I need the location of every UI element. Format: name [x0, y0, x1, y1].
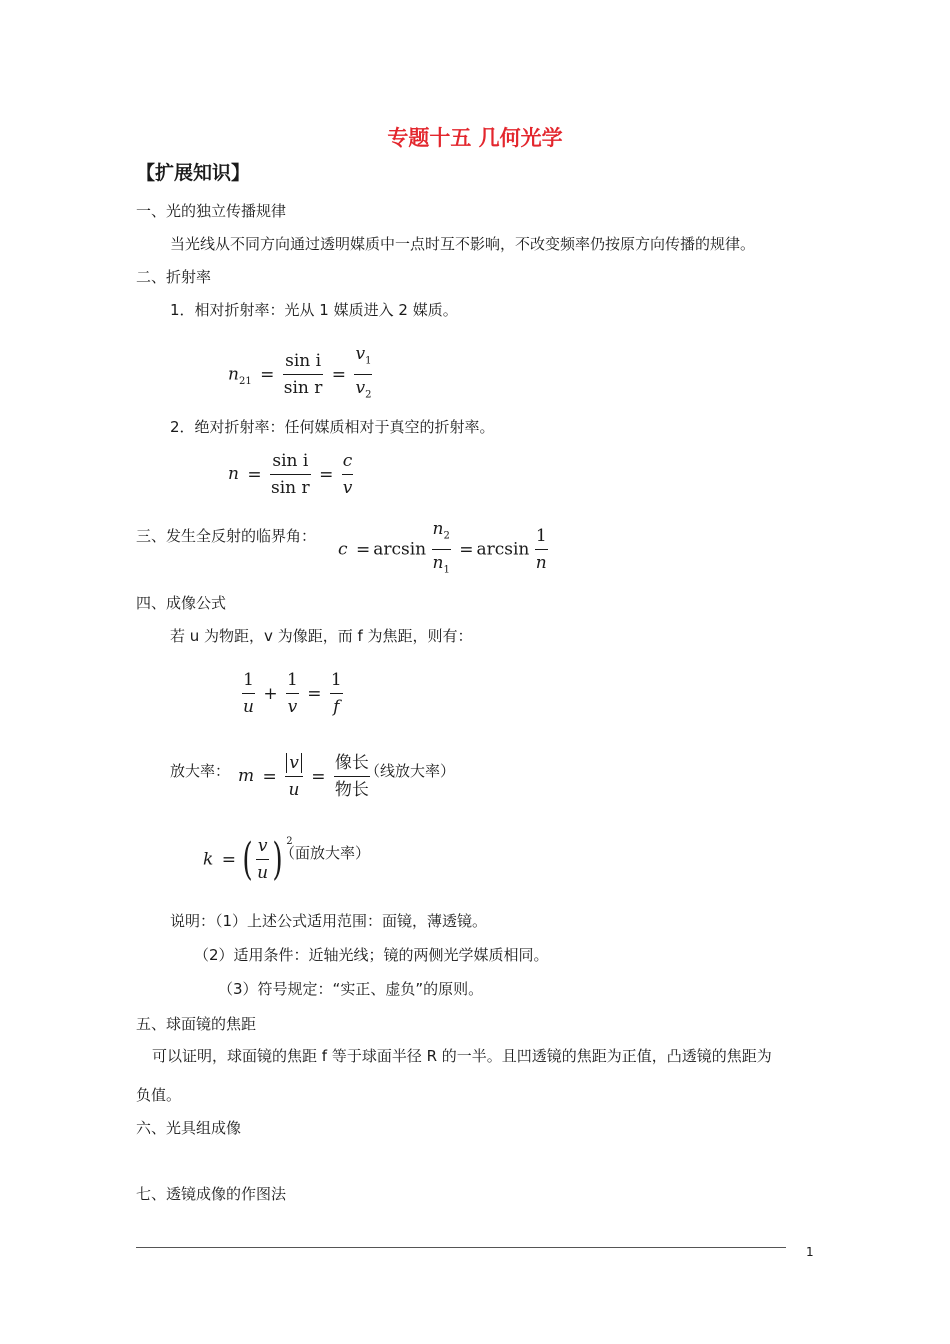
heading-three: 三、发生全反射的临界角： — [136, 527, 317, 545]
symbol-n21: n — [228, 364, 239, 385]
formula-relative-index: $n_{21}$ = $\frac{\text{sin i}}{\text{sin r}}$ = $\frac{v_1}{v_2}$ — [228, 344, 372, 406]
page-number: 1 — [806, 1245, 814, 1259]
formula-absolute-index: n = $\frac{\text{sin i}}{\text{sin r}}$ = $\frac{c}{v}$ — [228, 451, 353, 498]
heading-one: 一、光的独立传播规律 — [136, 202, 287, 220]
text-one: 当光线从不同方向通过透明媒质中一点时互不影响，不改变频率仍按原方向传播的规律。 — [170, 235, 756, 253]
formula-critical-angle: c = arcsin $\frac{n_2}{n_1}$ = arcsin $\frac{1}{n}$ — [338, 519, 547, 576]
page-title: 专题十五 几何光学 — [387, 126, 563, 150]
note-2: （2）适用条件：近轴光线；镜的两侧光学媒质相同。 — [194, 946, 549, 964]
text-five-line2: 负值。 — [136, 1086, 182, 1104]
formula-line-magnification: m = $\frac{v}{u}$ = $\frac{\text{像长}}{\text{物长}}$ — [238, 753, 369, 800]
area-magnification-note: （面放大率） — [280, 844, 371, 862]
footer-divider — [136, 1247, 786, 1248]
heading-six: 六、光具组成像 — [136, 1119, 242, 1137]
fraction-sin: $\frac{\text{sin i}}{\text{sin r}}$ — [283, 351, 323, 399]
text-two-sub1: 1．相对折射率：光从 1 媒质进入 2 媒质。 — [170, 301, 458, 319]
note-3: （3）符号规定：“实正、虚负”的原则。 — [218, 980, 484, 998]
fraction-velocity: $\frac{v_1}{v_2}$ — [355, 344, 372, 401]
text-two-sub2: 2．绝对折射率：任何媒质相对于真空的折射率。 — [170, 418, 495, 436]
heading-five: 五、球面镜的焦距 — [136, 1015, 257, 1033]
text-five-line1: 可以证明，球面镜的焦距 f 等于球面半径 R 的一半。且凹透镜的焦距为正值，凸透镜的焦距为 — [152, 1047, 772, 1065]
line-magnification-note: （线放大率） — [365, 762, 456, 780]
heading-seven: 七、透镜成像的作图法 — [136, 1185, 287, 1203]
text-four-intro: 若 u 为物距，v 为像距，而 f 为焦距，则有： — [170, 627, 473, 645]
formula-area-magnification: k = ( $\frac{v}{u}$ ) $^2$ — [203, 833, 293, 885]
magnify-label: 放大率： — [170, 762, 231, 780]
formula-lens: $\frac{1}{u}$ + $\frac{1}{v}$ = $\frac{1}{f}$ — [243, 670, 342, 717]
heading-two: 二、折射率 — [136, 268, 212, 286]
heading-four: 四、成像公式 — [136, 594, 227, 612]
note-1: 说明：（1）上述公式适用范围：面镜，薄透镜。 — [170, 912, 488, 930]
section-heading: 【扩展知识】 — [136, 162, 251, 184]
